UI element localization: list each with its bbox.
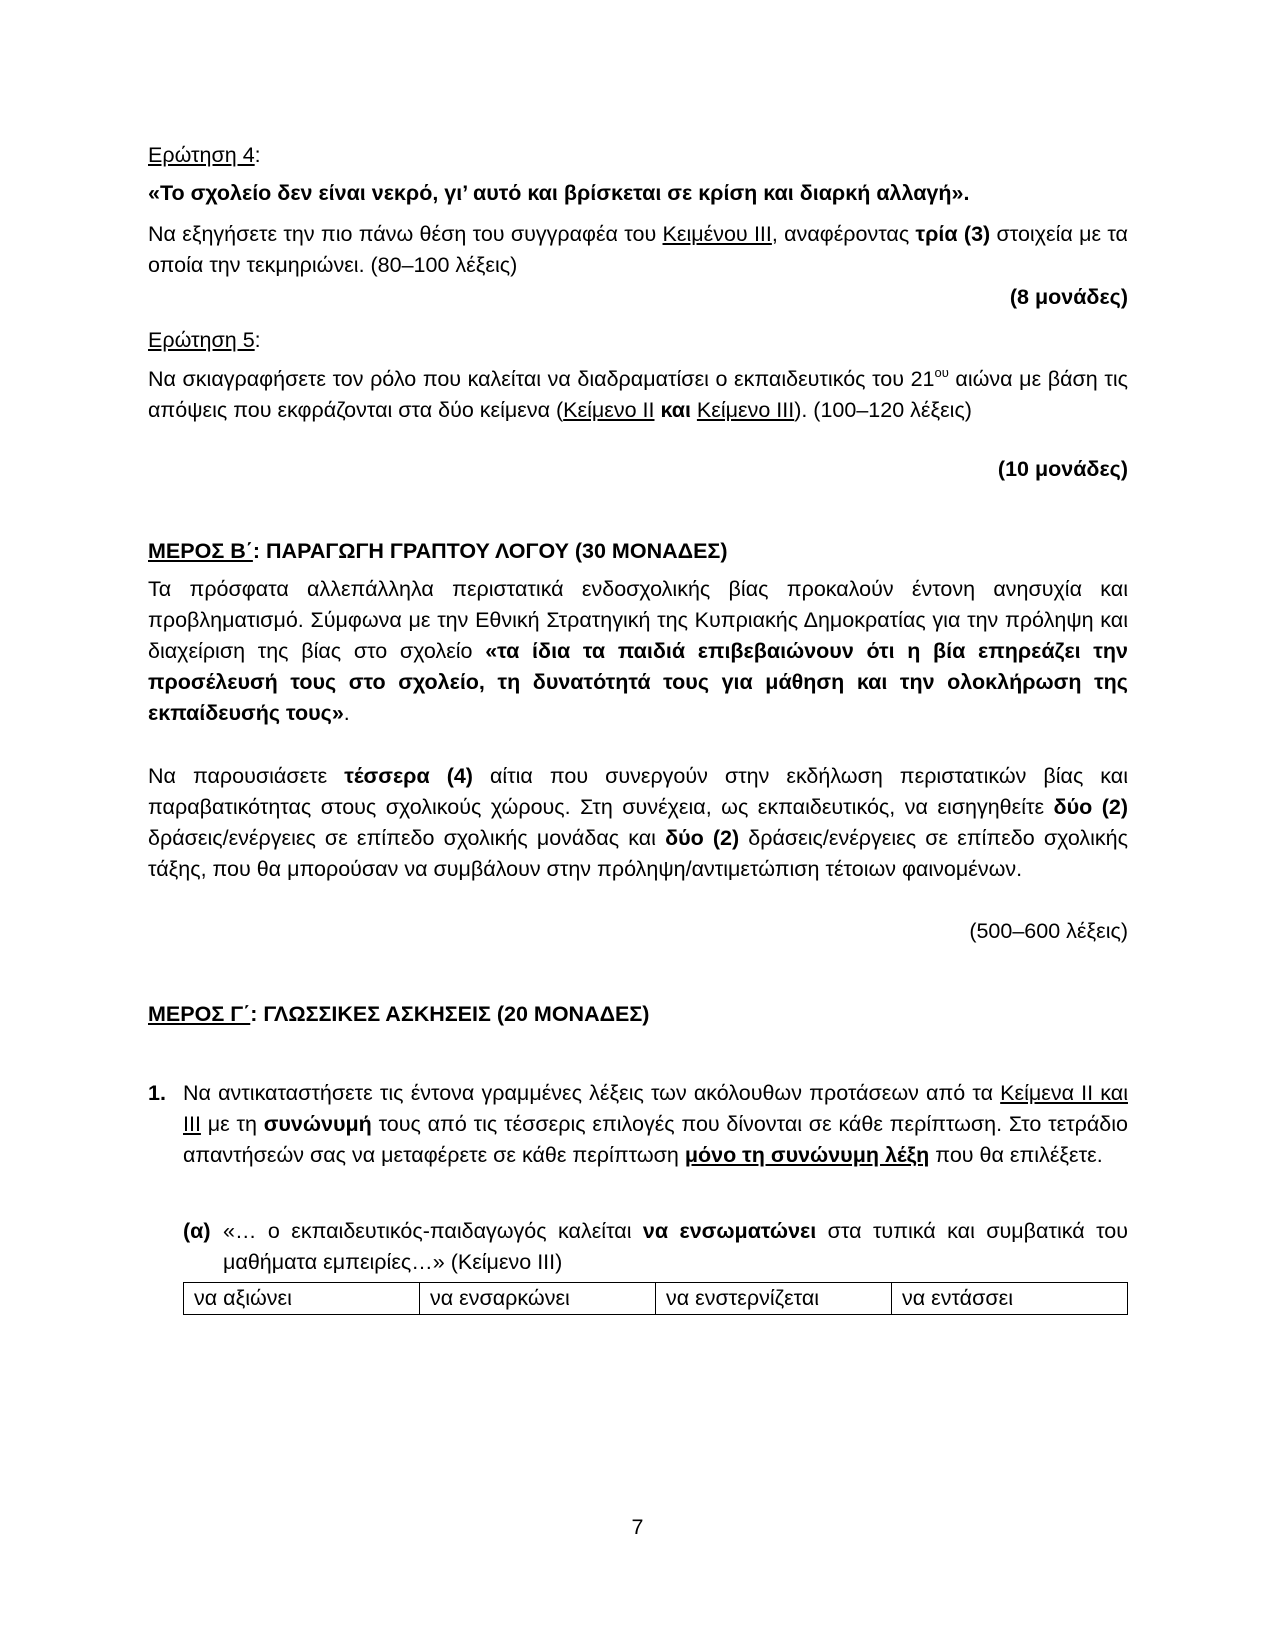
q5-heading bbox=[148, 325, 1128, 356]
item-1-a: Να αντικαταστήσετε τις έντονα γραμμένες λέξεις των ακόλουθων προτάσεων από τα bbox=[183, 1081, 1001, 1105]
sub-a-text bbox=[223, 1216, 1128, 1278]
item-1-ref: Κείμενα ΙΙ και ΙΙΙ bbox=[183, 1081, 1128, 1136]
item-1-b: με τη bbox=[200, 1112, 264, 1136]
part-b-p2-b: αίτια που συνεργούν στην εκδήλωση περιστατικών βίας και παραβατικότητας στους σχολικούς χώρους. Στη συνέχεια, ως εκπαιδευτικός, να εισηγηθείτε bbox=[148, 764, 1129, 819]
part-b-p2-c: δράσεις/ενέργειες σε επίπεδο σχολικής μονάδας και bbox=[148, 826, 666, 850]
part-b-p1-bold: «τα ίδια τα παιδιά επιβεβαιώνουν ότι η βία επηρεάζει την προσέλευσή τους στο σχολείο, τη δυνατότητά τους για μάθηση και την ολοκλήρωση της εκπαίδευσής τους» bbox=[148, 639, 1128, 725]
item-1-number: 1. bbox=[148, 1081, 166, 1105]
sub-a-bold: να ενσωματώνει bbox=[642, 1219, 817, 1243]
item-1-d: που θα επιλέξετε. bbox=[929, 1143, 1103, 1167]
part-b-p2-a: Να παρουσιάσετε bbox=[148, 764, 345, 788]
part-b-p2-d: δράσεις/ενέργειες σε επίπεδο σχολικής τάξης, που θα μπορούσαν να συμβάλουν στην πρόληψη/αντιμετώπιση τέτοιων φαινομένων. bbox=[148, 826, 1128, 881]
part-c-heading bbox=[148, 999, 1128, 1030]
item-1-bold: συνώνυμή bbox=[263, 1112, 372, 1136]
options-table-wrap bbox=[183, 1282, 1128, 1315]
q4-heading-text: Ερώτηση 4 bbox=[148, 143, 255, 167]
part-c-heading-text: ΜΕΡΟΣ Γ΄ bbox=[148, 1002, 251, 1026]
q5-text-b: αιώνα με βάση τις απόψεις που εκφράζονται στα δύο κείμενα ( bbox=[148, 367, 1128, 422]
q5-marks: (10 μονάδες) bbox=[997, 457, 1128, 481]
q4-quote: «Το σχολείο δεν είναι νεκρό, γι’ αυτό και βρίσκεται σε κρίση και διαρκή αλλαγή». bbox=[148, 181, 970, 205]
sub-a-text2: στα τυπικά και συμβατικά του μαθήματα εμπειρίες…» (Κείμενο ΙΙΙ) bbox=[223, 1219, 1128, 1274]
sub-a-label: (α) bbox=[183, 1219, 211, 1243]
options-row bbox=[184, 1283, 1128, 1315]
q5-text-ref1: Κείμενο ΙΙ bbox=[563, 398, 655, 422]
q4-marks: (8 μονάδες) bbox=[1009, 285, 1128, 309]
q4-text-bold: τρία (3) bbox=[915, 222, 991, 246]
part-b-heading-rest: : ΠΑΡΑΓΩΓΗ ΓΡΑΠΤΟΥ ΛΟΓΟΥ (30 ΜΟΝΑΔΕΣ) bbox=[252, 539, 728, 563]
option-cell: να ενσαρκώνει bbox=[420, 1283, 656, 1315]
options-table bbox=[183, 1282, 1128, 1315]
part-b-p2-b3: δύο (2) bbox=[665, 826, 740, 850]
sub-a-text1: «… ο εκπαιδευτικός-παιδαγωγός καλείται bbox=[223, 1219, 643, 1243]
part-b-paragraph-2 bbox=[148, 761, 1128, 885]
option-cell: να αξιώνει bbox=[184, 1283, 420, 1315]
q5-text-sup: ου bbox=[934, 365, 949, 380]
item-1-bold-underline: μόνο τη συνώνυμη λέξη bbox=[684, 1143, 930, 1167]
q4-heading-colon: : bbox=[254, 143, 261, 167]
q5-text-ref2: Κείμενο ΙΙΙ bbox=[696, 398, 795, 422]
part-b-paragraph-1 bbox=[148, 574, 1128, 729]
part-b-word-count: (500–600 λέξεις) bbox=[969, 919, 1128, 943]
item-1-c: τους από τις τέσσερις επιλογές που δίνονται σε κάθε περίπτωση. Στο τετράδιο απαντήσεών σας να μεταφέρετε σε κάθε περίπτωση bbox=[183, 1112, 1129, 1167]
q5-text-and: και bbox=[654, 398, 697, 422]
q4-text-a: Να εξηγήσετε την πιο πάνω θέση του συγγραφέα του bbox=[148, 222, 663, 246]
part-b-p1-a: Τα πρόσφατα αλλεπάλληλα περιστατικά ενδοσχολικής βίας προκαλούν έντονη ανησυχία και προβληματισμό. Σύμφωνα με την Εθνική Στρατηγική της Κυπριακής Δημοκρατίας για την πρόληψη και διαχείριση της βίας στο σχολείο bbox=[148, 577, 1128, 663]
q5-instruction bbox=[148, 364, 1128, 426]
option-cell: να ενστερνίζεται bbox=[656, 1283, 892, 1315]
q4-text-ref: Κειμένου ΙΙΙ bbox=[662, 222, 772, 246]
item-1-text bbox=[183, 1078, 1128, 1171]
q5-heading-colon: : bbox=[254, 328, 261, 352]
q4-text-b: , αναφέροντας bbox=[771, 222, 916, 246]
part-b-p2-b1: τέσσερα (4) bbox=[344, 764, 473, 788]
part-b-p1-end: . bbox=[343, 701, 350, 725]
q5-heading-text: Ερώτηση 5 bbox=[148, 328, 255, 352]
part-b-heading-text: ΜΕΡΟΣ Β΄ bbox=[148, 539, 253, 563]
page-number: 7 bbox=[631, 1515, 644, 1539]
part-b-heading bbox=[148, 536, 1128, 567]
q4-text-c: στοιχεία με τα οποία την τεκμηριώνει. (80–100 λέξεις) bbox=[148, 222, 1128, 277]
q4-heading bbox=[148, 140, 1128, 171]
part-c-heading-rest: : ΓΛΩΣΣΙΚΕΣ ΑΣΚΗΣΕΙΣ (20 ΜΟΝΑΔΕΣ) bbox=[250, 1002, 650, 1026]
part-b-p2-b2: δύο (2) bbox=[1053, 795, 1128, 819]
option-cell: να εντάσσει bbox=[892, 1283, 1128, 1315]
q5-text-c: ). (100–120 λέξεις) bbox=[794, 398, 972, 422]
q5-text-a: Να σκιαγραφήσετε τον ρόλο που καλείται να διαδραματίσει ο εκπαιδευτικός του 21 bbox=[148, 367, 935, 391]
exam-page bbox=[148, 0, 1128, 1650]
q4-instruction bbox=[148, 219, 1128, 281]
